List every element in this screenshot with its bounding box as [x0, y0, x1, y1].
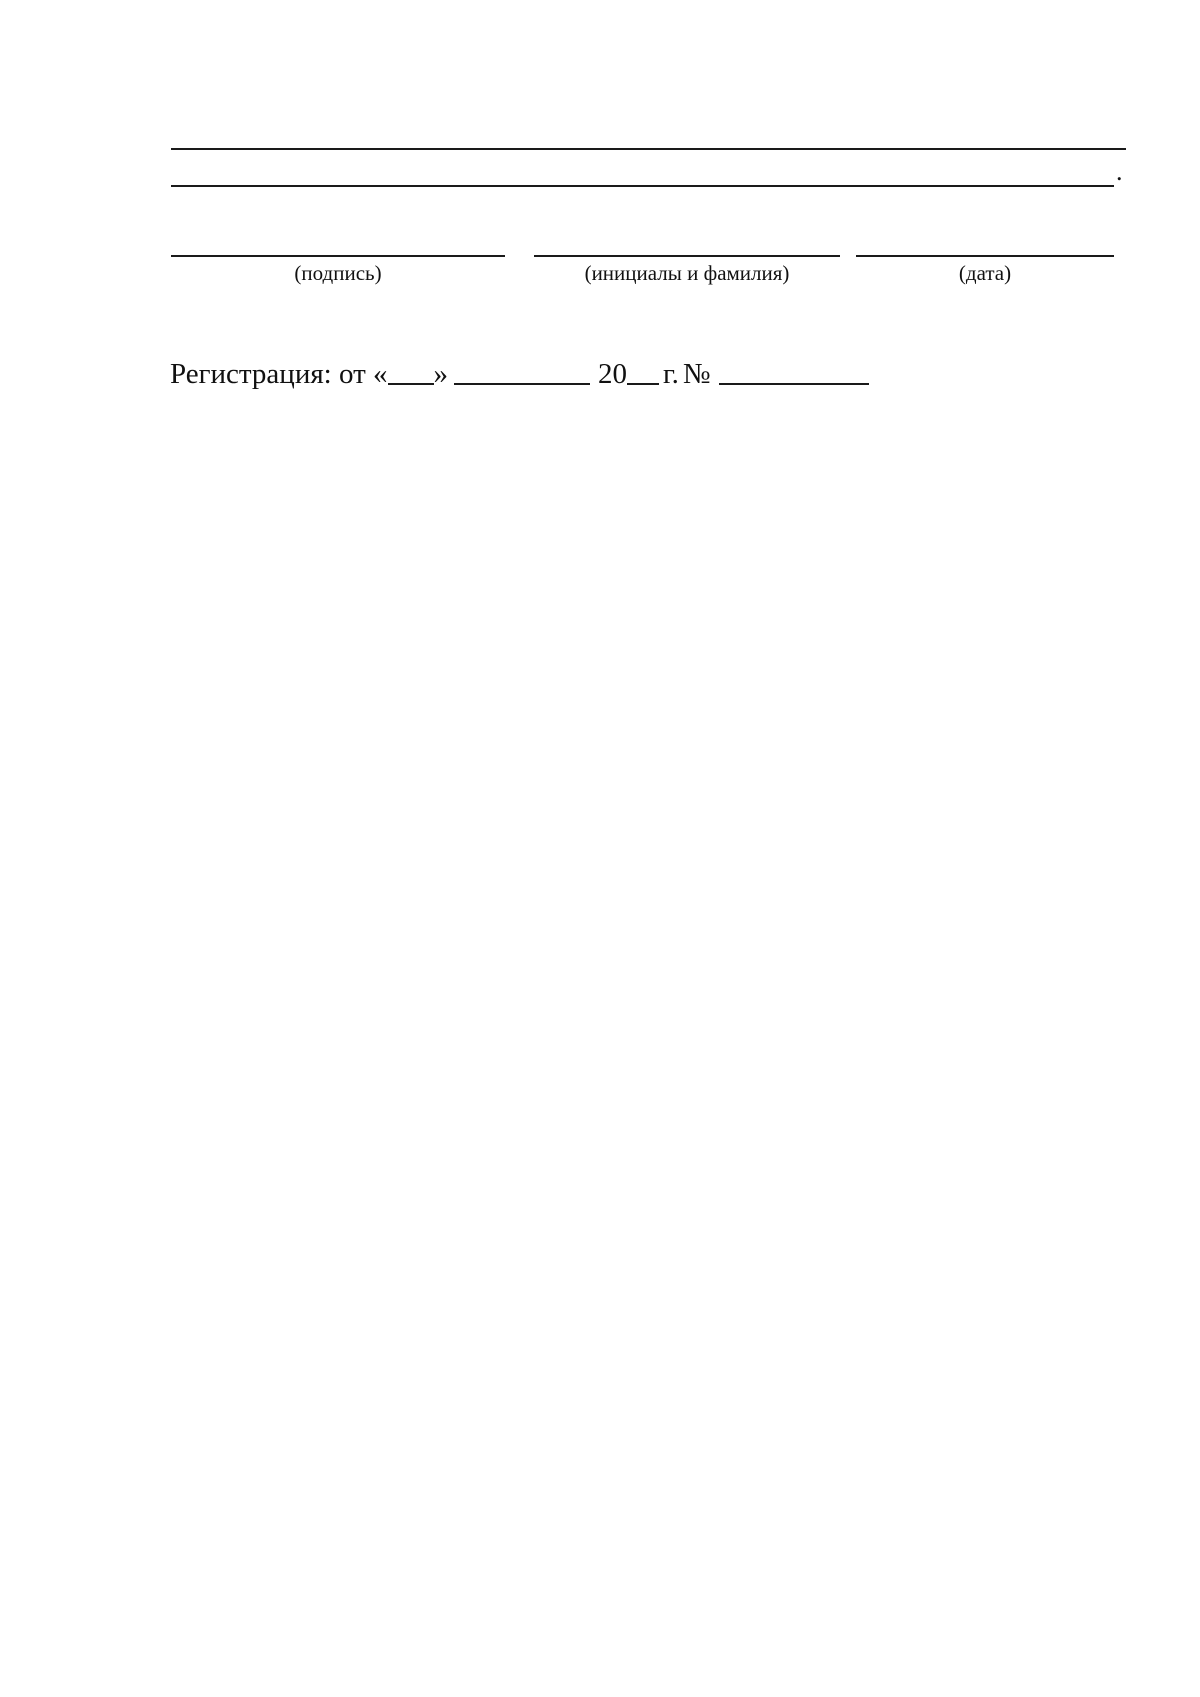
registration-year-blank[interactable] — [627, 359, 659, 385]
registration-number-blank[interactable] — [719, 359, 869, 385]
registration-line — [170, 356, 869, 392]
initials-surname-line[interactable] — [534, 255, 840, 257]
registration-quote-close: » — [433, 358, 449, 390]
registration-year-prefix: 20 — [598, 358, 628, 390]
registration-month-blank[interactable] — [454, 359, 590, 385]
date-line[interactable] — [856, 255, 1114, 257]
signature-caption: (подпись) — [294, 261, 382, 285]
date-caption: (дата) — [958, 261, 1012, 285]
registration-day-blank[interactable] — [388, 359, 434, 385]
registration-year-suffix: г. — [663, 358, 679, 390]
blank-line-1[interactable] — [171, 148, 1126, 150]
line-end-period: . — [1116, 157, 1123, 186]
registration-label: Регистрация: от « — [170, 358, 388, 390]
blank-line-2[interactable] — [171, 185, 1114, 187]
initials-surname-caption: (инициалы и фамилия) — [584, 261, 790, 285]
signature-line[interactable] — [171, 255, 505, 257]
registration-number-sign: № — [682, 358, 711, 390]
